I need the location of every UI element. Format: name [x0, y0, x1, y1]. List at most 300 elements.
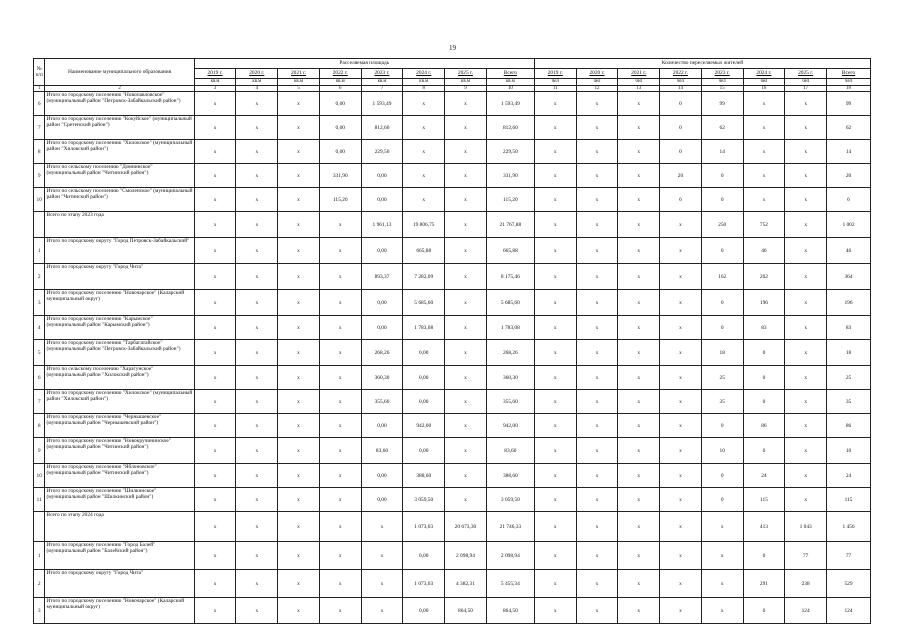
- row-number: 11: [34, 488, 45, 512]
- people-cell: 0: [743, 340, 785, 366]
- column-number: 11: [534, 86, 576, 92]
- area-cell: x: [236, 140, 278, 164]
- header-unit-area: кв.м: [278, 79, 320, 86]
- people-cell: x: [660, 340, 702, 366]
- area-cell: x: [236, 414, 278, 438]
- resettlement-table: [33, 58, 871, 624]
- people-cell: x: [785, 414, 827, 438]
- area-cell: x: [236, 290, 278, 316]
- people-cell: x: [660, 542, 702, 570]
- area-cell: 0,00: [319, 92, 361, 116]
- people-cell: x: [618, 390, 660, 414]
- area-cell: x: [194, 290, 236, 316]
- people-cell: x: [618, 366, 660, 390]
- people-cell: x: [743, 140, 785, 164]
- header-people-group: Количество переселяемых жителей: [534, 59, 870, 69]
- area-cell: x: [236, 116, 278, 140]
- area-cell: x: [194, 264, 236, 290]
- area-cell: 0,00: [361, 188, 403, 212]
- header-unit-people: чел: [660, 79, 702, 86]
- area-cell: 864,50: [486, 598, 534, 624]
- people-cell: x: [576, 188, 618, 212]
- area-cell: x: [445, 290, 487, 316]
- row-number: 9: [34, 164, 45, 188]
- people-cell: x: [618, 438, 660, 464]
- header-year: 2019 г.: [194, 69, 236, 79]
- table-row: [34, 488, 871, 512]
- header-year: 2024 г.: [743, 69, 785, 79]
- people-cell: x: [660, 570, 702, 598]
- people-cell: x: [576, 512, 618, 542]
- people-cell: 20: [827, 164, 871, 188]
- area-cell: x: [278, 438, 320, 464]
- area-cell: x: [445, 164, 487, 188]
- people-cell: 124: [827, 598, 871, 624]
- area-cell: x: [319, 290, 361, 316]
- municipality-name: Итого по городскому поселению "Новочарское" (Каларский муниципальный округ): [45, 598, 194, 624]
- people-cell: x: [660, 390, 702, 414]
- header-area-group: Расселяемая площадь: [194, 59, 534, 69]
- people-cell: x: [576, 164, 618, 188]
- area-cell: x: [361, 542, 403, 570]
- people-cell: x: [618, 340, 660, 366]
- people-cell: 46: [743, 238, 785, 264]
- people-cell: x: [534, 366, 576, 390]
- area-cell: x: [278, 212, 320, 238]
- area-cell: x: [319, 488, 361, 512]
- people-cell: 25: [827, 366, 871, 390]
- people-cell: 1 002: [827, 212, 871, 238]
- people-cell: x: [701, 570, 743, 598]
- people-cell: 124: [785, 598, 827, 624]
- area-cell: 0,00: [403, 340, 445, 366]
- area-cell: x: [361, 512, 403, 542]
- table-row: [34, 316, 871, 340]
- people-cell: x: [618, 164, 660, 188]
- people-cell: x: [534, 264, 576, 290]
- area-cell: x: [236, 488, 278, 512]
- people-cell: x: [743, 92, 785, 116]
- area-cell: x: [445, 316, 487, 340]
- people-cell: x: [534, 340, 576, 366]
- row-number: 3: [34, 290, 45, 316]
- area-cell: x: [236, 238, 278, 264]
- header-unit-area: кв.м: [486, 79, 534, 86]
- people-cell: x: [618, 464, 660, 488]
- area-cell: x: [194, 512, 236, 542]
- row-number: 1: [34, 238, 45, 264]
- area-cell: 0,00: [319, 140, 361, 164]
- municipality-name: Итого по городскому поселению "Кокуйское" (муниципальный район "Сретенский район"): [45, 116, 194, 140]
- area-cell: x: [445, 238, 487, 264]
- municipality-name: Итого по городскому округу "Город Петровск-Забайкальский": [45, 238, 194, 264]
- people-cell: x: [660, 316, 702, 340]
- municipality-name: Всего по этапу 2023 года: [45, 212, 194, 238]
- table-row: [34, 390, 871, 414]
- people-cell: x: [534, 542, 576, 570]
- area-cell: 0,00: [361, 464, 403, 488]
- people-cell: x: [618, 488, 660, 512]
- people-cell: 196: [827, 290, 871, 316]
- area-cell: x: [236, 570, 278, 598]
- people-cell: x: [785, 340, 827, 366]
- area-cell: x: [403, 140, 445, 164]
- column-number: 10: [486, 86, 534, 92]
- people-cell: x: [618, 414, 660, 438]
- people-cell: x: [534, 92, 576, 116]
- area-cell: 360,30: [361, 366, 403, 390]
- people-cell: 86: [827, 414, 871, 438]
- area-cell: x: [445, 92, 487, 116]
- table-row: [34, 340, 871, 366]
- table-row: [34, 188, 871, 212]
- area-cell: 20 673,30: [445, 512, 487, 542]
- people-cell: x: [534, 212, 576, 238]
- row-number: 3: [34, 598, 45, 624]
- people-cell: 0: [743, 598, 785, 624]
- row-number: 7: [34, 390, 45, 414]
- people-cell: x: [618, 238, 660, 264]
- people-cell: x: [534, 140, 576, 164]
- people-cell: x: [785, 390, 827, 414]
- area-cell: x: [236, 188, 278, 212]
- area-cell: x: [278, 570, 320, 598]
- area-cell: 0,00: [403, 438, 445, 464]
- header-unit-area: кв.м: [236, 79, 278, 86]
- people-cell: x: [660, 212, 702, 238]
- header-year: 2021 г.: [618, 69, 660, 79]
- row-number: 6: [34, 92, 45, 116]
- people-cell: 0: [701, 414, 743, 438]
- people-cell: x: [785, 316, 827, 340]
- people-cell: x: [576, 570, 618, 598]
- column-number: 3: [194, 86, 236, 92]
- area-cell: 115,20: [319, 188, 361, 212]
- people-cell: x: [785, 164, 827, 188]
- row-number: 8: [34, 414, 45, 438]
- area-cell: x: [403, 164, 445, 188]
- municipality-name: Итого по городскому поселению "Город Балей" (муниципальный район "Балейский район"): [45, 542, 194, 570]
- people-cell: 14: [827, 140, 871, 164]
- area-cell: x: [278, 316, 320, 340]
- row-number: [34, 512, 45, 542]
- people-cell: 6: [827, 188, 871, 212]
- area-cell: x: [278, 140, 320, 164]
- area-cell: 0,00: [361, 238, 403, 264]
- municipality-name: Итого по сельскому поселению "Смоленское" (муниципальный район "Читинский район"): [45, 188, 194, 212]
- area-cell: x: [236, 366, 278, 390]
- people-cell: 115: [827, 488, 871, 512]
- area-cell: 1 961,13: [361, 212, 403, 238]
- municipality-name: Итого по городскому поселению "Хилокское" (муниципальный район "Хилокский район"): [45, 140, 194, 164]
- area-cell: x: [445, 488, 487, 512]
- people-cell: 77: [785, 542, 827, 570]
- people-cell: 0: [701, 464, 743, 488]
- area-cell: 83,60: [361, 438, 403, 464]
- column-number: 8: [403, 86, 445, 92]
- area-cell: 665,88: [486, 238, 534, 264]
- people-cell: x: [534, 488, 576, 512]
- area-cell: 3 059,50: [403, 488, 445, 512]
- people-cell: x: [576, 92, 618, 116]
- row-number: 8: [34, 140, 45, 164]
- people-cell: 99: [827, 92, 871, 116]
- people-cell: 6: [660, 188, 702, 212]
- area-cell: x: [236, 542, 278, 570]
- area-cell: x: [194, 464, 236, 488]
- header-unit-area: кв.м: [319, 79, 361, 86]
- column-number: 1: [34, 86, 45, 92]
- people-cell: x: [785, 290, 827, 316]
- people-cell: x: [660, 512, 702, 542]
- people-cell: x: [576, 264, 618, 290]
- column-number: 4: [236, 86, 278, 92]
- area-cell: x: [319, 438, 361, 464]
- area-cell: x: [319, 414, 361, 438]
- area-cell: x: [236, 212, 278, 238]
- header-total: Всего: [486, 69, 534, 79]
- people-cell: 1 456: [827, 512, 871, 542]
- area-cell: x: [445, 414, 487, 438]
- people-cell: x: [618, 140, 660, 164]
- area-cell: 21 746,33: [486, 512, 534, 542]
- people-cell: 0: [701, 488, 743, 512]
- row-number: 9: [34, 438, 45, 464]
- people-cell: x: [618, 542, 660, 570]
- area-cell: 1 593,49: [486, 92, 534, 116]
- area-cell: x: [194, 598, 236, 624]
- area-cell: x: [236, 512, 278, 542]
- area-cell: x: [194, 488, 236, 512]
- people-cell: x: [534, 438, 576, 464]
- area-cell: 2 098,94: [445, 542, 487, 570]
- municipality-name: Итого по сельскому поселению "Домнинское" (муниципальный район "Читинский район"): [45, 164, 194, 188]
- area-cell: x: [236, 316, 278, 340]
- people-cell: 0: [701, 164, 743, 188]
- area-cell: x: [194, 188, 236, 212]
- area-cell: x: [278, 116, 320, 140]
- area-cell: 893,37: [361, 264, 403, 290]
- people-cell: x: [618, 290, 660, 316]
- area-cell: 7 282,09: [403, 264, 445, 290]
- header-year: 2024 г.: [403, 69, 445, 79]
- people-cell: 238: [785, 570, 827, 598]
- people-cell: x: [785, 238, 827, 264]
- area-cell: x: [236, 264, 278, 290]
- area-cell: 268,26: [486, 340, 534, 366]
- people-cell: x: [534, 570, 576, 598]
- area-cell: x: [445, 340, 487, 366]
- area-cell: x: [194, 316, 236, 340]
- table-row: [34, 238, 871, 264]
- area-cell: 0,00: [403, 598, 445, 624]
- area-cell: 5 685,60: [486, 290, 534, 316]
- municipality-name: Итого по городскому поселению "Тарбагатайское" (муниципальный район "Петровск-Забайкальский район"): [45, 340, 194, 366]
- people-cell: x: [576, 366, 618, 390]
- people-cell: 14: [701, 140, 743, 164]
- people-cell: x: [785, 212, 827, 238]
- area-cell: x: [194, 414, 236, 438]
- people-cell: 62: [701, 116, 743, 140]
- table-row: [34, 264, 871, 290]
- people-cell: 0: [743, 366, 785, 390]
- people-cell: x: [660, 464, 702, 488]
- people-cell: x: [660, 414, 702, 438]
- area-cell: 942,00: [486, 414, 534, 438]
- area-cell: x: [194, 390, 236, 414]
- header-unit-people: чел: [618, 79, 660, 86]
- people-cell: x: [660, 488, 702, 512]
- area-cell: x: [319, 366, 361, 390]
- area-cell: 1 783,08: [403, 316, 445, 340]
- header-year: 2021 г.: [278, 69, 320, 79]
- area-cell: 331,90: [319, 164, 361, 188]
- people-cell: x: [534, 512, 576, 542]
- area-cell: 0,00: [361, 316, 403, 340]
- area-cell: x: [194, 92, 236, 116]
- area-cell: x: [403, 116, 445, 140]
- people-cell: x: [743, 164, 785, 188]
- area-cell: 355,60: [361, 390, 403, 414]
- table-row: [34, 414, 871, 438]
- area-cell: x: [278, 464, 320, 488]
- municipality-name: Итого по городскому поселению "Шилкинское" (муниципальный район "Шилкинский район"): [45, 488, 194, 512]
- municipality-name: Итого по городскому поселению "Чернышевское" (муниципальный район "Чернышевский район"): [45, 414, 194, 438]
- people-cell: 0: [660, 140, 702, 164]
- table-row: [34, 464, 871, 488]
- people-cell: 0: [701, 316, 743, 340]
- header-year: 2022 г.: [319, 69, 361, 79]
- area-cell: 942,00: [403, 414, 445, 438]
- area-cell: x: [278, 542, 320, 570]
- people-cell: 25: [701, 366, 743, 390]
- area-cell: x: [445, 264, 487, 290]
- area-cell: x: [319, 316, 361, 340]
- municipality-name: Итого по городскому поселению "Карымское" (муниципальный район "Карымский район"): [45, 316, 194, 340]
- people-cell: x: [576, 542, 618, 570]
- area-cell: 665,88: [403, 238, 445, 264]
- people-cell: x: [534, 116, 576, 140]
- page-number: 19: [449, 44, 456, 52]
- table-row: [34, 212, 871, 238]
- header-unit-people: чел: [701, 79, 743, 86]
- header-year: 2025 г.: [785, 69, 827, 79]
- area-cell: x: [445, 116, 487, 140]
- area-cell: x: [278, 488, 320, 512]
- area-cell: x: [194, 164, 236, 188]
- area-cell: x: [236, 390, 278, 414]
- row-number: 10: [34, 464, 45, 488]
- area-cell: x: [194, 438, 236, 464]
- area-cell: x: [236, 164, 278, 188]
- area-cell: x: [236, 92, 278, 116]
- area-cell: x: [236, 464, 278, 488]
- people-cell: x: [576, 488, 618, 512]
- people-cell: 0: [701, 290, 743, 316]
- area-cell: x: [194, 238, 236, 264]
- header-year: 2020 г.: [576, 69, 618, 79]
- area-cell: x: [445, 438, 487, 464]
- people-cell: x: [618, 92, 660, 116]
- table-row: [34, 366, 871, 390]
- people-cell: x: [534, 464, 576, 488]
- area-cell: 812,60: [361, 116, 403, 140]
- area-cell: 21 767,88: [486, 212, 534, 238]
- people-cell: 10: [701, 438, 743, 464]
- area-cell: x: [278, 92, 320, 116]
- column-number: 17: [785, 86, 827, 92]
- area-cell: x: [445, 366, 487, 390]
- area-cell: x: [278, 188, 320, 212]
- area-cell: x: [278, 598, 320, 624]
- people-cell: x: [785, 438, 827, 464]
- column-number: 6: [319, 86, 361, 92]
- people-cell: 99: [701, 92, 743, 116]
- people-cell: x: [534, 390, 576, 414]
- people-cell: 35: [827, 390, 871, 414]
- municipality-name: Итого по городскому поселению "Хилокское" (муниципальный район "Хилокский район"): [45, 390, 194, 414]
- area-cell: x: [445, 390, 487, 414]
- header-unit-area: кв.м: [445, 79, 487, 86]
- header-year: 2023 г.: [701, 69, 743, 79]
- people-cell: 0: [743, 390, 785, 414]
- people-cell: 35: [701, 390, 743, 414]
- header-unit-people: чел: [827, 79, 871, 86]
- area-cell: x: [278, 264, 320, 290]
- people-cell: x: [576, 290, 618, 316]
- header-unit-people: чел: [785, 79, 827, 86]
- people-cell: x: [534, 598, 576, 624]
- area-cell: x: [319, 212, 361, 238]
- area-cell: x: [319, 238, 361, 264]
- people-cell: 0: [701, 188, 743, 212]
- area-cell: 0,00: [403, 390, 445, 414]
- area-cell: x: [278, 340, 320, 366]
- people-cell: 529: [827, 570, 871, 598]
- area-cell: 4 382,31: [445, 570, 487, 598]
- area-cell: 0,00: [403, 542, 445, 570]
- people-cell: x: [785, 264, 827, 290]
- people-cell: 24: [827, 464, 871, 488]
- people-cell: x: [534, 164, 576, 188]
- people-cell: x: [660, 366, 702, 390]
- municipality-name: Итого по городскому округу "Город Чита": [45, 264, 194, 290]
- header-unit-area: кв.м: [361, 79, 403, 86]
- area-cell: x: [445, 140, 487, 164]
- row-number: 7: [34, 116, 45, 140]
- column-number: 18: [827, 86, 871, 92]
- area-cell: x: [236, 340, 278, 366]
- header-year: 2023 г.: [361, 69, 403, 79]
- people-cell: x: [785, 116, 827, 140]
- area-cell: x: [194, 570, 236, 598]
- people-cell: x: [743, 116, 785, 140]
- area-cell: 229,50: [486, 140, 534, 164]
- people-cell: 250: [701, 212, 743, 238]
- people-cell: x: [576, 212, 618, 238]
- people-cell: x: [660, 438, 702, 464]
- area-cell: x: [445, 188, 487, 212]
- area-cell: x: [319, 542, 361, 570]
- area-cell: x: [278, 414, 320, 438]
- table-row: [34, 570, 871, 598]
- area-cell: 5 685,60: [403, 290, 445, 316]
- people-cell: x: [785, 464, 827, 488]
- area-cell: 268,26: [361, 340, 403, 366]
- area-cell: 83,60: [486, 438, 534, 464]
- header-name: Наименование муниципального образования: [45, 59, 194, 86]
- area-cell: x: [278, 512, 320, 542]
